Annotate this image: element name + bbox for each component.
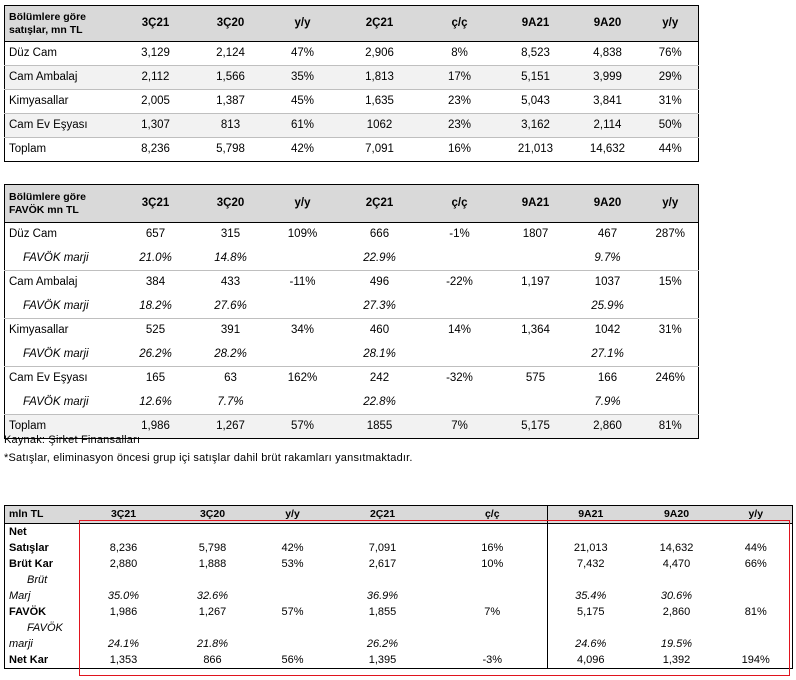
cell bbox=[328, 620, 438, 636]
cell bbox=[267, 343, 339, 367]
cell: 44% bbox=[643, 138, 699, 162]
cell: 7,432 bbox=[548, 556, 634, 572]
cell: 2,617 bbox=[368, 557, 397, 570]
cell: 34% bbox=[267, 319, 339, 343]
cell bbox=[720, 524, 793, 541]
cell bbox=[168, 620, 258, 636]
margin-row bbox=[5, 588, 793, 604]
cell: 5,043 bbox=[499, 90, 573, 114]
cell: 8,523 bbox=[499, 42, 573, 66]
cell bbox=[548, 572, 634, 588]
table-row bbox=[5, 556, 793, 572]
source-note: Kaynak: Şirket Finansalları bbox=[4, 434, 141, 446]
cell: -22% bbox=[421, 271, 499, 295]
cell bbox=[643, 295, 699, 319]
cell: 23% bbox=[421, 114, 499, 138]
row-label: Kimyasallar bbox=[5, 90, 117, 114]
cell: 21,013 bbox=[548, 540, 634, 556]
cell: 162% bbox=[267, 367, 339, 391]
cell: 1855 bbox=[339, 415, 421, 439]
cell: 18.2% bbox=[117, 295, 195, 319]
cell: 5,798 bbox=[195, 138, 267, 162]
cell: 315 bbox=[195, 223, 267, 247]
cell: 8,236 bbox=[117, 138, 195, 162]
cell: 166 bbox=[573, 367, 643, 391]
header-3q21: 3Ç21 bbox=[80, 506, 168, 524]
header-qoq: ç/ç bbox=[421, 185, 499, 223]
cell bbox=[438, 636, 548, 652]
table-row bbox=[5, 604, 793, 620]
cell bbox=[421, 343, 499, 367]
row-label: Cam Ambalaj bbox=[5, 66, 117, 90]
cell: 21,013 bbox=[499, 138, 573, 162]
header-label: Bölümlere göre FAVÖK mn TL bbox=[5, 185, 117, 223]
cell bbox=[438, 572, 548, 588]
cell: 2,860 bbox=[573, 415, 643, 439]
row-label: FAVÖK marji bbox=[5, 295, 117, 319]
cell bbox=[438, 524, 548, 541]
header-label: Bölümlere göre satışlar, mn TL bbox=[5, 6, 117, 42]
table-row bbox=[5, 138, 699, 162]
cell bbox=[634, 620, 720, 636]
cell: 2,124 bbox=[195, 42, 267, 66]
header-9m20: 9A20 bbox=[573, 6, 643, 42]
cell: 575 bbox=[499, 367, 573, 391]
cell: 109% bbox=[267, 223, 339, 247]
cell: 9.7% bbox=[573, 247, 643, 271]
cell: 23% bbox=[421, 90, 499, 114]
row-label: marji bbox=[9, 637, 33, 650]
cell: 1,364 bbox=[499, 319, 573, 343]
cell bbox=[643, 343, 699, 367]
header-2q21: 2Ç21 bbox=[328, 506, 438, 524]
header-9m20: 9A20 bbox=[573, 185, 643, 223]
header-3q20: 3Ç20 bbox=[168, 506, 258, 524]
cell: 1,855 bbox=[368, 605, 397, 618]
cell bbox=[720, 636, 793, 652]
cell: 21.0% bbox=[117, 247, 195, 271]
cell: 1,387 bbox=[195, 90, 267, 114]
table-header-row bbox=[5, 6, 699, 42]
cell: 2,880 bbox=[109, 557, 138, 570]
cell: 16% bbox=[421, 138, 499, 162]
cell bbox=[720, 572, 793, 588]
margin-row bbox=[5, 572, 793, 588]
cell: 1,813 bbox=[339, 66, 421, 90]
cell: 22.9% bbox=[339, 247, 421, 271]
header-label: mln TL bbox=[5, 506, 80, 524]
cell: 2,005 bbox=[117, 90, 195, 114]
cell: 8% bbox=[421, 42, 499, 66]
cell: 76% bbox=[643, 42, 699, 66]
cell: 1042 bbox=[573, 319, 643, 343]
cell: 657 bbox=[117, 223, 195, 247]
cell: 194% bbox=[741, 653, 770, 666]
cell bbox=[168, 524, 258, 541]
cell: 36.9% bbox=[366, 589, 399, 602]
cell: 56% bbox=[281, 653, 304, 666]
cell bbox=[258, 572, 328, 588]
cell: 1,986 bbox=[117, 415, 195, 439]
ebitda-by-segment-table bbox=[4, 184, 699, 439]
row-label: Net bbox=[9, 525, 27, 538]
cell: 1,267 bbox=[195, 415, 267, 439]
cell: 45% bbox=[267, 90, 339, 114]
row-label: FAVÖK marji bbox=[5, 391, 117, 415]
row-label: FAVÖK bbox=[9, 605, 47, 618]
cell: 27.3% bbox=[339, 295, 421, 319]
header-3q21: 3Ç21 bbox=[117, 6, 195, 42]
row-label: Cam Ev Eşyası bbox=[5, 367, 117, 391]
cell: 7% bbox=[421, 415, 499, 439]
cell: 42% bbox=[267, 138, 339, 162]
cell bbox=[634, 572, 720, 588]
footnote: *Satışlar, eliminasyon öncesi grup içi satışlar dahil brüt rakamları yansıtmaktadır. bbox=[4, 452, 413, 464]
cell bbox=[80, 572, 168, 588]
cell: 1,392 bbox=[662, 653, 691, 666]
cell bbox=[643, 391, 699, 415]
cell: 866 bbox=[203, 653, 222, 666]
cell bbox=[720, 620, 793, 636]
cell: 433 bbox=[195, 271, 267, 295]
cell: -1% bbox=[421, 223, 499, 247]
cell bbox=[267, 295, 339, 319]
margin-row bbox=[5, 391, 699, 415]
cell: 19.5% bbox=[660, 637, 693, 650]
cell bbox=[548, 620, 634, 636]
table-header-row bbox=[5, 185, 699, 223]
cell: 813 bbox=[195, 114, 267, 138]
cell: 666 bbox=[339, 223, 421, 247]
table-header-row bbox=[5, 506, 793, 524]
cell: 7.9% bbox=[573, 391, 643, 415]
cell: 7,091 bbox=[339, 138, 421, 162]
row-label: Brüt bbox=[27, 573, 48, 586]
cell bbox=[80, 524, 168, 541]
sales-by-segment-table bbox=[4, 5, 699, 162]
cell: 525 bbox=[117, 319, 195, 343]
header-yoy: y/y bbox=[267, 6, 339, 42]
cell: 3,999 bbox=[573, 66, 643, 90]
margin-row bbox=[5, 247, 699, 271]
table-row bbox=[5, 42, 699, 66]
cell: 63 bbox=[195, 367, 267, 391]
row-label: FAVÖK bbox=[27, 621, 63, 634]
header-yoy: y/y bbox=[267, 185, 339, 223]
cell: 1037 bbox=[573, 271, 643, 295]
cell: 1,986 bbox=[109, 605, 138, 618]
cell bbox=[421, 247, 499, 271]
cell bbox=[438, 588, 548, 604]
cell: 27.1% bbox=[573, 343, 643, 367]
cell: 3,162 bbox=[499, 114, 573, 138]
cell: -3% bbox=[482, 653, 503, 666]
cell: 42% bbox=[281, 541, 304, 554]
table-row bbox=[5, 367, 699, 391]
cell: 1,307 bbox=[117, 114, 195, 138]
cell: 1,635 bbox=[339, 90, 421, 114]
cell: 2,860 bbox=[662, 605, 691, 618]
header-yoy: y/y bbox=[258, 506, 328, 524]
cell: -32% bbox=[421, 367, 499, 391]
cell: 50% bbox=[643, 114, 699, 138]
cell: 287% bbox=[643, 223, 699, 247]
cell: 12.6% bbox=[117, 391, 195, 415]
cell: 24.6% bbox=[548, 636, 634, 652]
cell: 1,395 bbox=[368, 653, 397, 666]
cell: 2,906 bbox=[339, 42, 421, 66]
header-2q21: 2Ç21 bbox=[339, 185, 421, 223]
cell: 57% bbox=[267, 415, 339, 439]
row-label: FAVÖK marji bbox=[5, 343, 117, 367]
cell: 27.6% bbox=[195, 295, 267, 319]
table-row bbox=[5, 652, 793, 669]
cell bbox=[258, 636, 328, 652]
cell: 61% bbox=[267, 114, 339, 138]
cell: 242 bbox=[339, 367, 421, 391]
cell: 14,632 bbox=[573, 138, 643, 162]
cell: 25.9% bbox=[573, 295, 643, 319]
header-2q21: 2Ç21 bbox=[339, 6, 421, 42]
cell bbox=[80, 620, 168, 636]
header-yoy-9m: y/y bbox=[720, 506, 793, 524]
cell bbox=[499, 247, 573, 271]
cell: 24.1% bbox=[107, 637, 140, 650]
cell: 467 bbox=[573, 223, 643, 247]
cell: 26.2% bbox=[366, 637, 399, 650]
row-label: Marj bbox=[9, 589, 31, 602]
header-qoq: ç/ç bbox=[421, 6, 499, 42]
cell: 4,096 bbox=[548, 652, 634, 669]
cell: 35.4% bbox=[548, 588, 634, 604]
cell: 384 bbox=[117, 271, 195, 295]
row-label: Net Kar bbox=[9, 653, 49, 666]
row-label: Toplam bbox=[5, 415, 117, 439]
cell: 1,888 bbox=[198, 557, 227, 570]
cell: 4,470 bbox=[662, 557, 691, 570]
cell: 53% bbox=[281, 557, 304, 570]
cell: 3,841 bbox=[573, 90, 643, 114]
cell: 16% bbox=[481, 541, 504, 554]
row-label: Cam Ambalaj bbox=[5, 271, 117, 295]
table-row bbox=[5, 271, 699, 295]
cell bbox=[499, 295, 573, 319]
row-label: Düz Cam bbox=[5, 223, 117, 247]
table-row bbox=[5, 90, 699, 114]
table-row bbox=[5, 223, 699, 247]
cell: 1,353 bbox=[109, 653, 138, 666]
cell: 15% bbox=[643, 271, 699, 295]
cell: 5,798 bbox=[198, 541, 227, 554]
cell: 31% bbox=[643, 90, 699, 114]
cell: 3,129 bbox=[117, 42, 195, 66]
cell: 10% bbox=[481, 557, 504, 570]
cell: 1,197 bbox=[499, 271, 573, 295]
cell: 5,175 bbox=[548, 604, 634, 620]
cell bbox=[499, 391, 573, 415]
cell: 460 bbox=[339, 319, 421, 343]
cell bbox=[643, 247, 699, 271]
table-row bbox=[5, 114, 699, 138]
cell: 66% bbox=[744, 557, 767, 570]
cell: 28.2% bbox=[195, 343, 267, 367]
cell: 2,112 bbox=[117, 66, 195, 90]
cell: 1,267 bbox=[198, 605, 227, 618]
cell bbox=[267, 247, 339, 271]
table-row bbox=[5, 524, 793, 541]
cell: 29% bbox=[643, 66, 699, 90]
cell: 21.8% bbox=[196, 637, 229, 650]
cell: 496 bbox=[339, 271, 421, 295]
table-row bbox=[5, 66, 699, 90]
cell: 30.6% bbox=[660, 589, 693, 602]
cell: 5,175 bbox=[499, 415, 573, 439]
header-3q21: 3Ç21 bbox=[117, 185, 195, 223]
cell: 2,114 bbox=[573, 114, 643, 138]
table-row bbox=[5, 540, 793, 556]
cell: 165 bbox=[117, 367, 195, 391]
cell bbox=[421, 295, 499, 319]
cell: 22.8% bbox=[339, 391, 421, 415]
cell: 81% bbox=[643, 415, 699, 439]
cell: 14,632 bbox=[659, 541, 694, 554]
cell bbox=[548, 524, 634, 541]
header-yoy-9m: y/y bbox=[643, 185, 699, 223]
cell: 32.6% bbox=[196, 589, 229, 602]
cell bbox=[328, 524, 438, 541]
cell: 57% bbox=[281, 605, 304, 618]
header-3q20: 3Ç20 bbox=[195, 6, 267, 42]
header-9m21: 9A21 bbox=[548, 506, 634, 524]
cell: 7.7% bbox=[195, 391, 267, 415]
margin-row bbox=[5, 343, 699, 367]
row-label: Toplam bbox=[5, 138, 117, 162]
cell: 14.8% bbox=[195, 247, 267, 271]
cell bbox=[634, 524, 720, 541]
row-label: Kimyasallar bbox=[5, 319, 117, 343]
row-label: Satışlar bbox=[9, 541, 49, 554]
cell: 81% bbox=[744, 605, 767, 618]
cell bbox=[438, 620, 548, 636]
cell bbox=[258, 620, 328, 636]
cell: 26.2% bbox=[117, 343, 195, 367]
cell: 1,566 bbox=[195, 66, 267, 90]
cell: 28.1% bbox=[339, 343, 421, 367]
cell: 31% bbox=[643, 319, 699, 343]
cell: 8,236 bbox=[109, 541, 138, 554]
cell: 44% bbox=[744, 541, 767, 554]
margin-row bbox=[5, 620, 793, 636]
margin-row bbox=[5, 636, 793, 652]
cell bbox=[421, 391, 499, 415]
cell: 14% bbox=[421, 319, 499, 343]
header-9m20: 9A20 bbox=[634, 506, 720, 524]
cell bbox=[258, 524, 328, 541]
cell: -11% bbox=[267, 271, 339, 295]
header-9m21: 9A21 bbox=[499, 185, 573, 223]
cell: 1062 bbox=[339, 114, 421, 138]
margin-row bbox=[5, 295, 699, 319]
header-9m21: 9A21 bbox=[499, 6, 573, 42]
row-label: FAVÖK marji bbox=[5, 247, 117, 271]
cell: 246% bbox=[643, 367, 699, 391]
header-yoy-9m: y/y bbox=[643, 6, 699, 42]
cell: 391 bbox=[195, 319, 267, 343]
header-3q20: 3Ç20 bbox=[195, 185, 267, 223]
cell bbox=[258, 588, 328, 604]
row-label: Düz Cam bbox=[5, 42, 117, 66]
cell: 5,151 bbox=[499, 66, 573, 90]
row-label: Brüt Kar bbox=[9, 557, 54, 570]
cell: 35.0% bbox=[107, 589, 140, 602]
header-qoq: ç/ç bbox=[438, 506, 548, 524]
table-row bbox=[5, 319, 699, 343]
consolidated-summary-table bbox=[4, 505, 793, 669]
cell: 47% bbox=[267, 42, 339, 66]
cell: 7,091 bbox=[368, 541, 397, 554]
cell: 17% bbox=[421, 66, 499, 90]
cell bbox=[328, 572, 438, 588]
cell: 1807 bbox=[499, 223, 573, 247]
cell: 35% bbox=[267, 66, 339, 90]
cell bbox=[720, 588, 793, 604]
cell: 7% bbox=[484, 605, 501, 618]
cell bbox=[499, 343, 573, 367]
row-label: Cam Ev Eşyası bbox=[5, 114, 117, 138]
cell bbox=[168, 572, 258, 588]
cell: 4,838 bbox=[573, 42, 643, 66]
cell bbox=[267, 391, 339, 415]
